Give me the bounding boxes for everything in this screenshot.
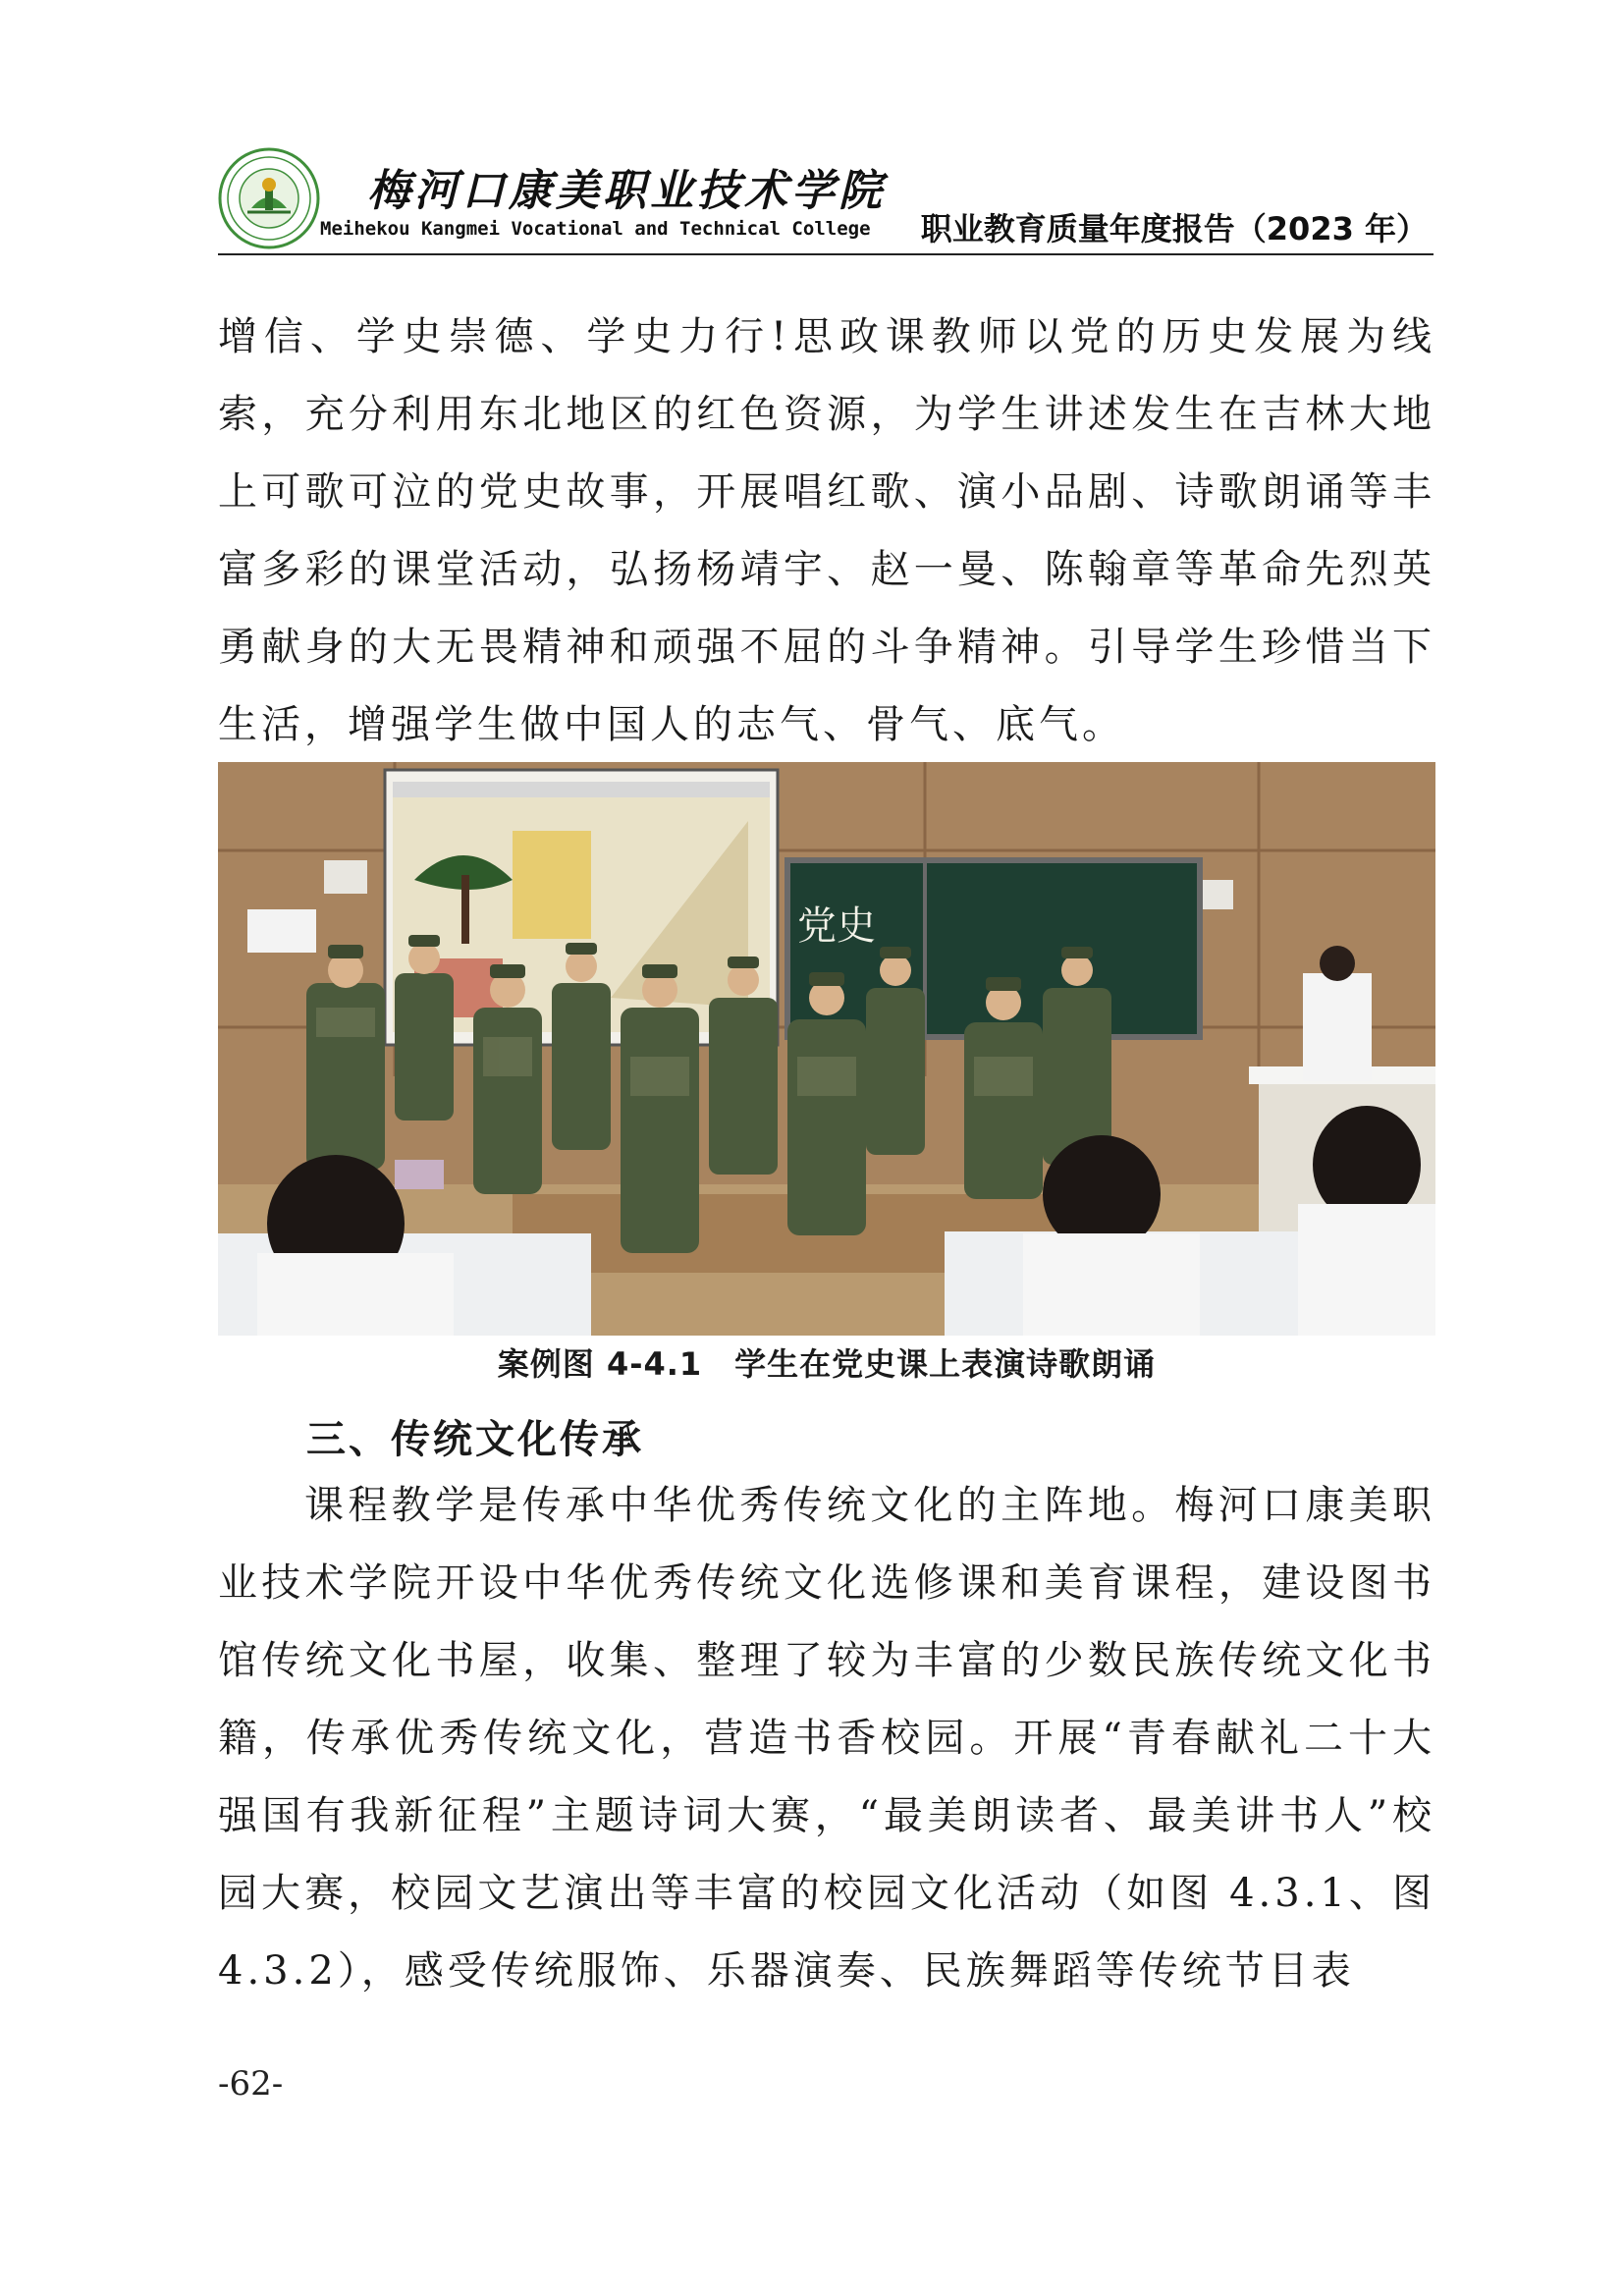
report-title: 职业教育质量年度报告（2023 年） bbox=[920, 210, 1428, 247]
classroom-photo bbox=[218, 762, 1435, 1336]
figure-caption: 案例图 4-4.1 学生在党史课上表演诗歌朗诵 bbox=[497, 1345, 1157, 1383]
classroom-photo-illustration bbox=[218, 762, 1435, 1336]
college-name-en: Meihekou Kangmei Vocational and Technical College bbox=[320, 218, 871, 240]
blackboard-text: 党史 bbox=[797, 903, 876, 949]
body-paragraph-2: 课程教学是传承中华优秀传统文化的主阵地。梅河口康美职业技术学院开设中华优秀传统文化选修课和美育课程，建设图书馆传统文化书屋，收集、整理了较为丰富的少数民族传统文化书籍，传承优秀传统文化，营造书香校园。开展“青春献礼二十大强国有我新征程”主题诗词大赛，“最美朗读者、最美讲书人”校园大赛，校园文艺演出等丰富的校园文化活动（如图 4.3.1、图 4.3.2），感受传统服饰、乐器演奏、民族舞蹈等传统节目表 bbox=[218, 1483, 1435, 1994]
page-number: -62- bbox=[218, 2064, 284, 2104]
college-name-cn: 梅河口康美职业技术学院 bbox=[367, 166, 886, 216]
section-heading: 三、传统文化传承 bbox=[306, 1417, 644, 1462]
body-paragraph-1: 增信、学史崇德、学史力行!思政课教师以党的历史发展为线索，充分利用东北地区的红色资源，为学生讲述发生在吉林大地上可歌可泣的党史故事，开展唱红歌、演小品剧、诗歌朗诵等丰富多彩的课堂活动，弘扬杨靖宇、赵一曼、陈翰章等革命先烈英勇献身的大无畏精神和顽强不屈的斗争精神。引导学生珍惜当下生活，增强学生做中国人的志气、骨气、底气。 bbox=[218, 314, 1435, 747]
college-seal-logo-icon bbox=[218, 147, 320, 249]
page-header bbox=[218, 147, 1434, 255]
